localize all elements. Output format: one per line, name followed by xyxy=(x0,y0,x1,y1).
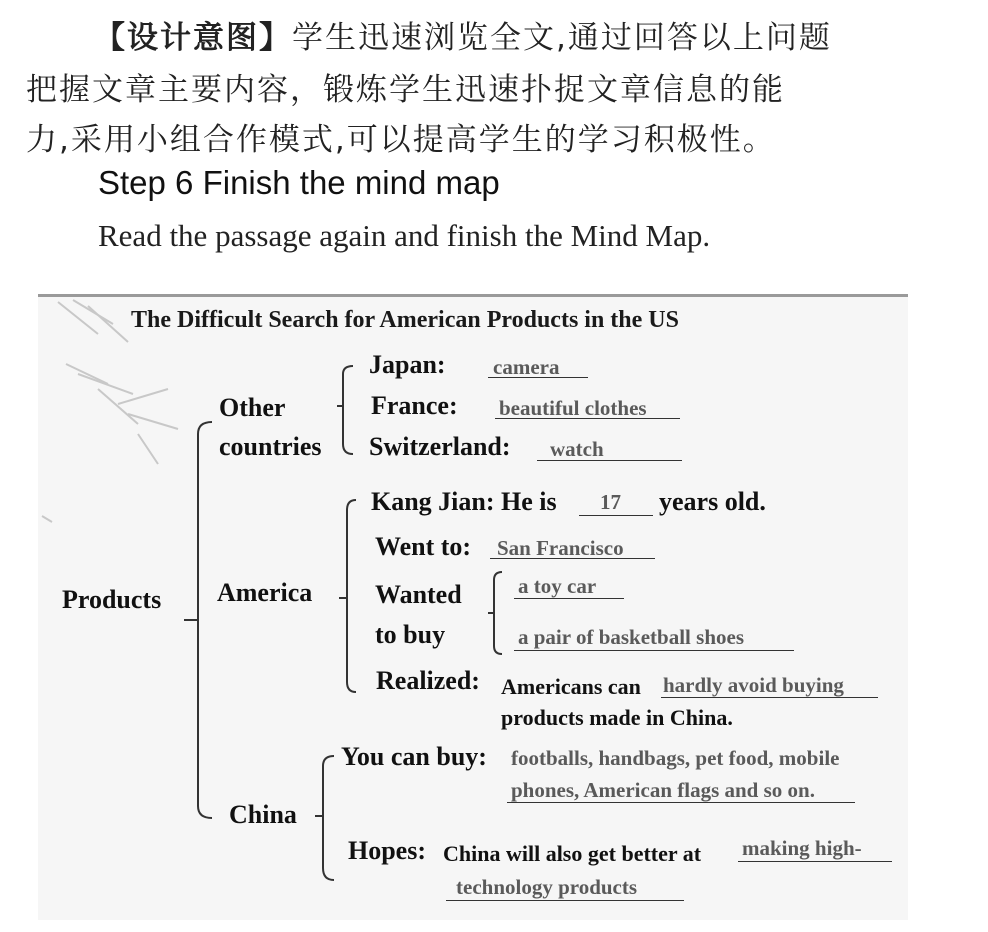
node-other-countries-line-2: countries xyxy=(219,432,322,461)
kang-jian-prefix: Kang Jian: He is xyxy=(371,487,557,516)
went-to-underline xyxy=(490,558,655,559)
node-china: China xyxy=(229,800,297,829)
node-products: Products xyxy=(62,585,162,614)
node-america: America xyxy=(217,578,313,607)
japan-answer-underline xyxy=(488,377,588,378)
hopes-answer-underline-1 xyxy=(738,861,892,862)
hopes-text: China will also get better at xyxy=(443,841,702,866)
toy-car-underline xyxy=(514,598,624,599)
node-other-countries-line-1: Other xyxy=(219,393,286,422)
you-can-buy-answer-line-1: footballs, handbags, pet food, mobile xyxy=(511,746,840,770)
step-title: Step 6 Finish the mind map xyxy=(98,164,500,201)
realized-text-2: products made in China. xyxy=(501,705,733,730)
kang-jian-age-underline xyxy=(579,515,653,516)
france-answer-underline xyxy=(495,418,680,419)
hopes-answer-line-2: technology products xyxy=(456,875,638,899)
wanted-label-line-1: Wanted xyxy=(375,580,462,609)
france-label: France: xyxy=(371,391,458,420)
realized-answer-underline xyxy=(661,697,878,698)
you-can-buy-answer-line-2: phones, American flags and so on. xyxy=(511,778,815,802)
you-can-buy-label: You can buy: xyxy=(341,742,487,771)
kang-jian-suffix: years old. xyxy=(659,487,766,516)
basketball-shoes-underline xyxy=(514,650,794,651)
wanted-label-line-2: to buy xyxy=(375,620,446,649)
you-can-buy-underline xyxy=(507,802,855,803)
realized-answer: hardly avoid buying xyxy=(663,673,844,697)
mind-map-brackets xyxy=(38,294,908,920)
switzerland-answer: watch xyxy=(550,437,604,461)
switzerland-answer-underline xyxy=(537,460,682,461)
realized-text-1: Americans can xyxy=(501,674,641,699)
design-intent-line-2: 把握文章主要内容，锻炼学生迅速扑捉文章信息的能 xyxy=(26,72,785,108)
mind-map-title: The Difficult Search for American Products in the US xyxy=(131,307,679,333)
realized-label: Realized: xyxy=(376,666,480,695)
hopes-answer-underline-2 xyxy=(446,900,684,901)
kang-jian-age-answer: 17 xyxy=(600,490,621,514)
japan-label: Japan: xyxy=(369,350,446,379)
went-to-label: Went to: xyxy=(375,532,472,561)
switzerland-label: Switzerland: xyxy=(369,432,511,461)
wanted-item-basketball-shoes: a pair of basketball shoes xyxy=(518,625,744,649)
mind-map xyxy=(38,294,908,920)
instruction-text: Read the passage again and finish the Mind Map. xyxy=(98,218,711,253)
design-intent-line-3: 力,采用小组合作模式,可以提高学生的学习积极性。 xyxy=(26,122,776,158)
wanted-item-toy-car: a toy car xyxy=(518,574,597,598)
design-intent-tag: 【设计意图】 xyxy=(94,20,292,56)
japan-answer: camera xyxy=(493,355,560,379)
design-intent-line-1: 【设计意图】学生迅速浏览全文,通过回答以上问题 xyxy=(94,20,832,56)
went-to-answer: San Francisco xyxy=(497,536,624,560)
hopes-answer-line-1: making high- xyxy=(742,836,862,860)
france-answer: beautiful clothes xyxy=(499,396,647,420)
hopes-label: Hopes: xyxy=(348,836,426,865)
